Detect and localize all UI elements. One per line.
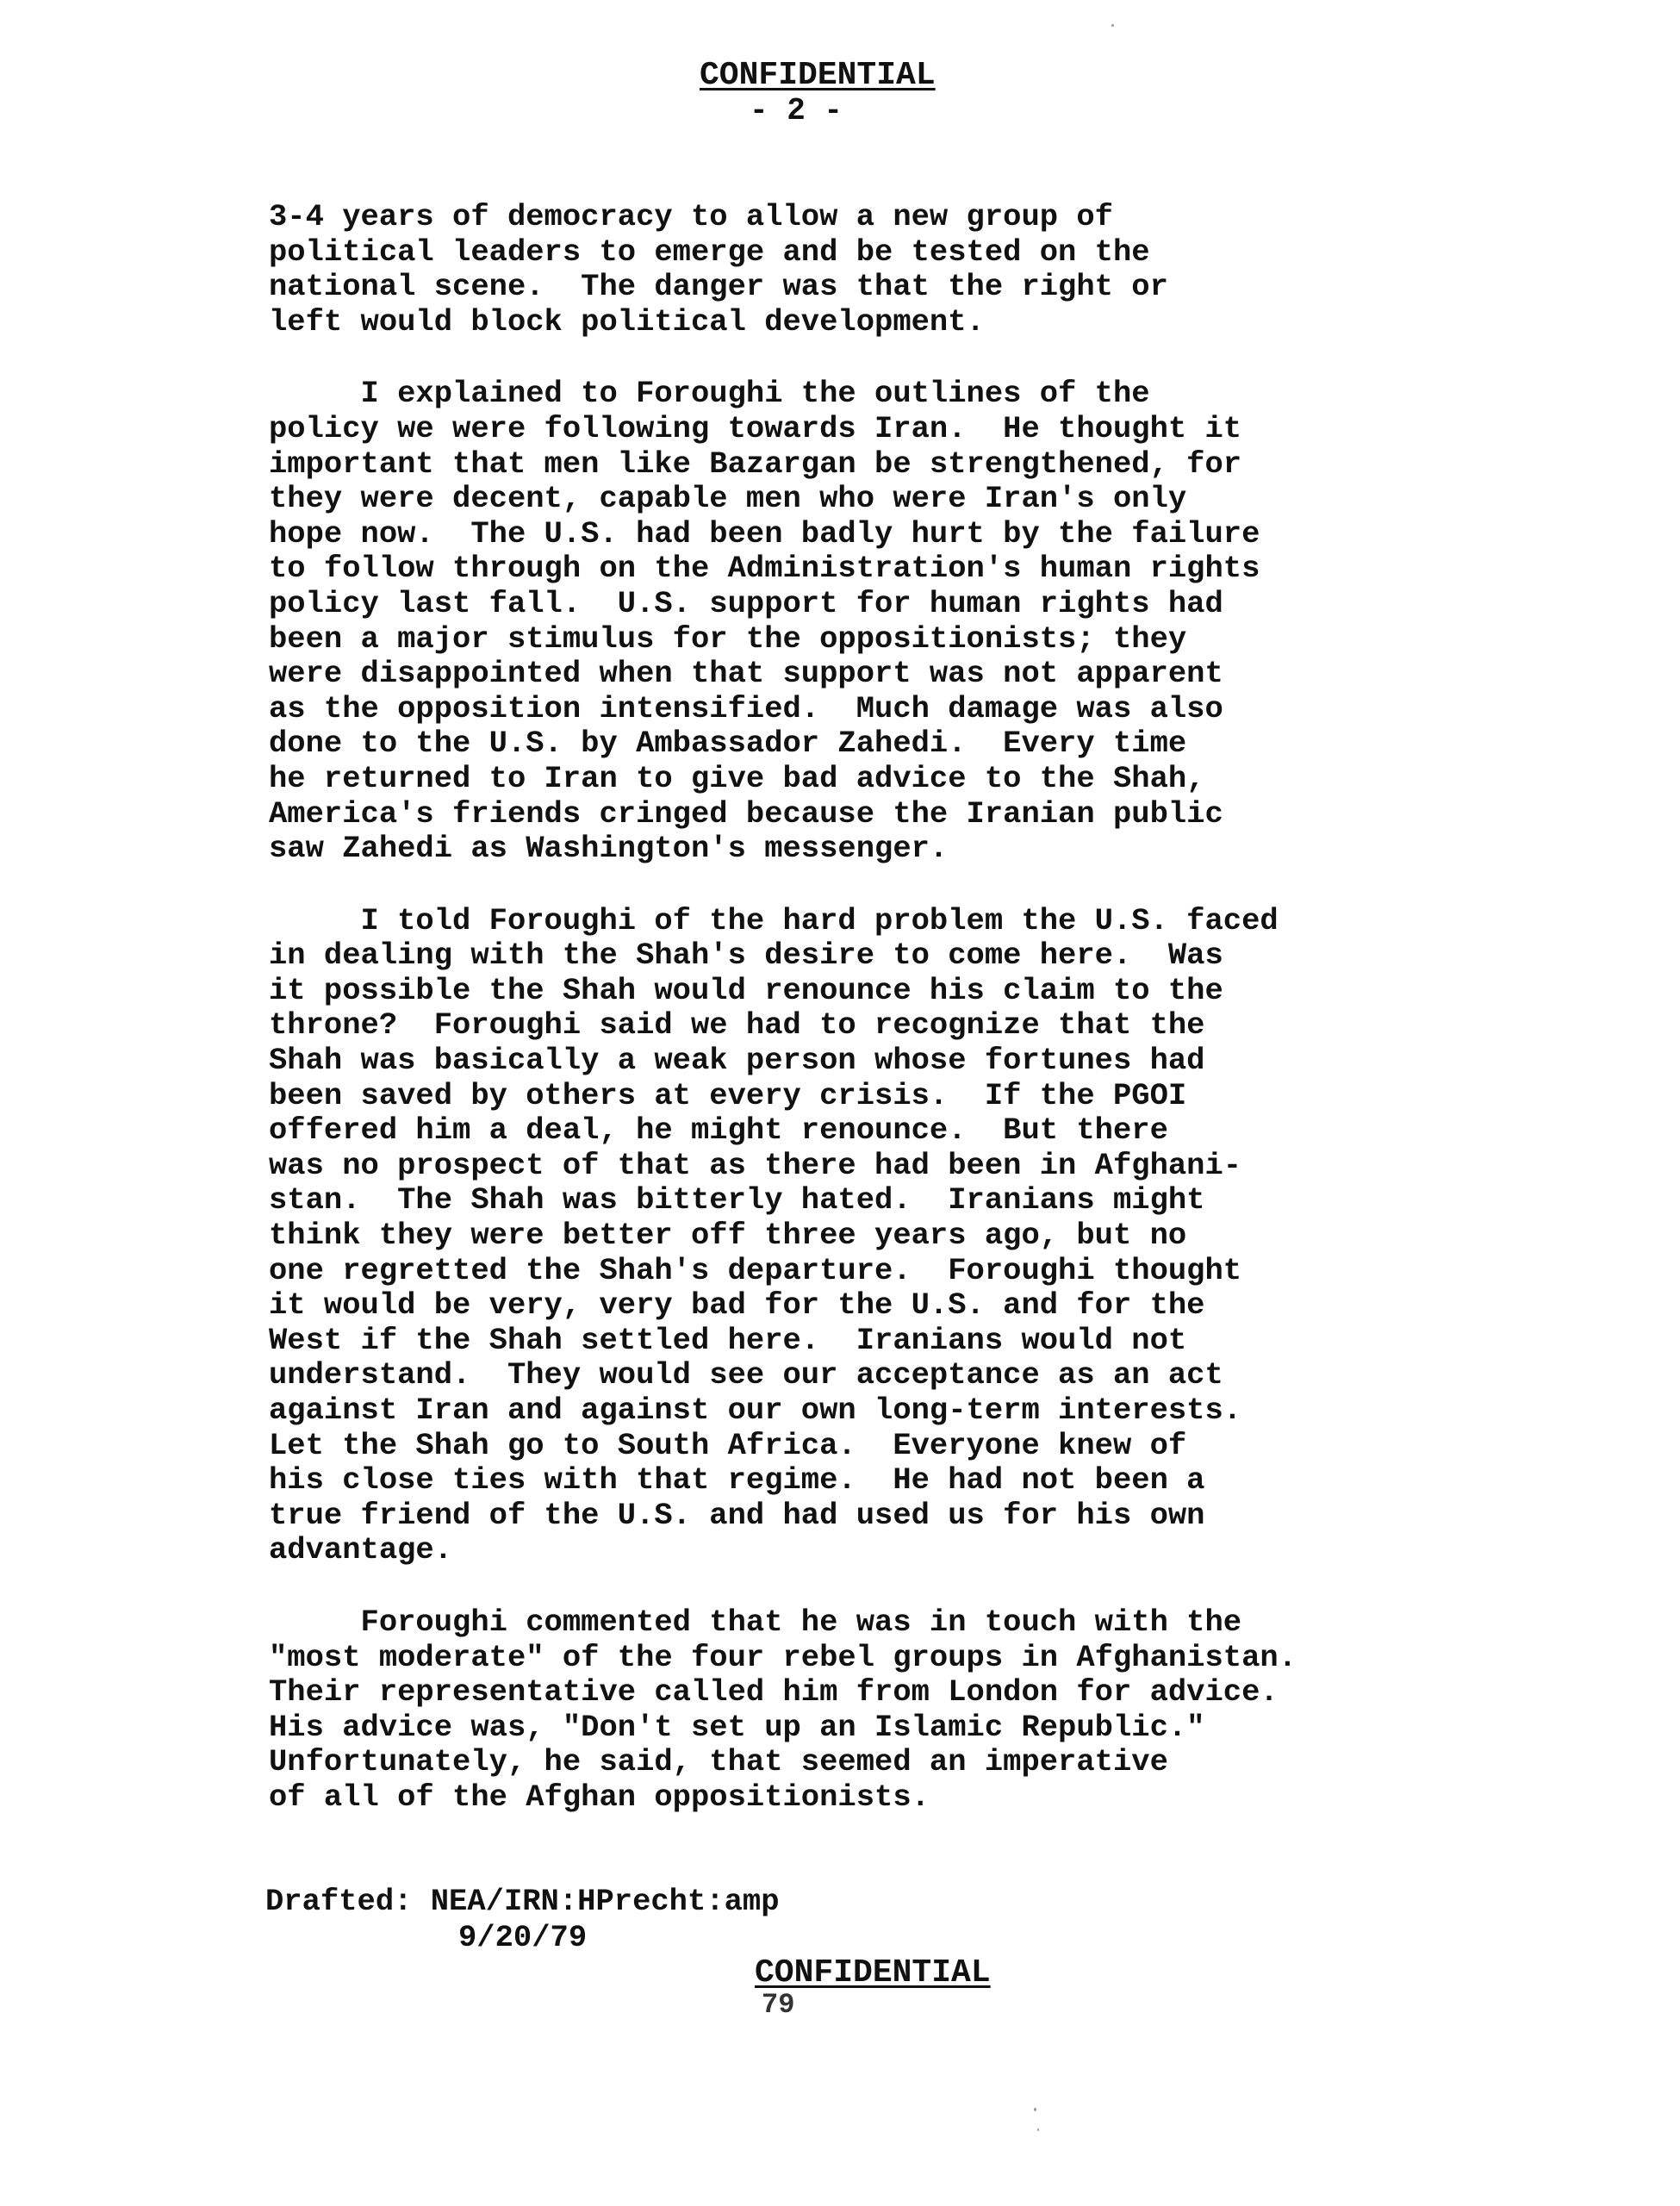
text-line: they were decent, capable men who were Iran's only	[269, 481, 1187, 517]
text-line: in dealing with the Shah's desire to come here. Was	[269, 938, 1223, 974]
text-line: saw Zahedi as Washington's messenger.	[269, 831, 949, 867]
document-body	[269, 200, 1509, 1853]
text-line: national scene. The danger was that the right or	[269, 269, 1168, 305]
paragraph-2	[269, 377, 1509, 866]
text-line: political leaders to emerge and be tested on the	[269, 234, 1150, 270]
paragraph-4	[269, 1605, 1509, 1816]
text-line: against Iran and against our own long-term interests.	[269, 1393, 1242, 1428]
paragraph-3	[269, 904, 1509, 1568]
text-line: stan. The Shah was bitterly hated. Iranians might	[269, 1182, 1205, 1218]
page-number: - 2 -	[750, 93, 843, 128]
text-line: America's friends cringed because the Iranian public	[269, 795, 1223, 832]
text-line: Unfortunately, he said, that seemed an imperative	[269, 1744, 1168, 1780]
text-line: done to the U.S. by Ambassador Zahedi. Every time	[269, 726, 1187, 762]
text-line: his close ties with that regime. He had not been a	[269, 1462, 1205, 1499]
text-line: been a major stimulus for the oppositionists; they	[269, 620, 1187, 657]
text-line: he returned to Iran to give bad advice to the Shah,	[269, 760, 1205, 796]
text-line: I explained to Foroughi the outlines of the	[269, 376, 1150, 412]
text-line: it would be very, very bad for the U.S. and for the	[269, 1287, 1205, 1324]
text-line: advantage.	[269, 1532, 453, 1568]
text-line: hope now. The U.S. had been badly hurt by the failure	[269, 515, 1260, 552]
stamp-number: 79	[762, 1989, 795, 2021]
text-line: offered him a deal, he might renounce. But there	[269, 1112, 1168, 1149]
text-line: important that men like Bazargan be strengthened, for	[269, 446, 1242, 482]
text-line: Their representative called him from London for advice.	[269, 1674, 1279, 1711]
text-line: it possible the Shah would renounce his claim to the	[269, 972, 1223, 1008]
text-line: of all of the Afghan oppositionists.	[269, 1779, 930, 1815]
scan-speck	[1111, 24, 1114, 27]
text-line: understand. They would see our acceptance as an act	[269, 1357, 1223, 1393]
text-line: one regretted the Shah's departure. Foroughi thought	[269, 1252, 1242, 1288]
header-classification: CONFIDENTIAL	[700, 57, 936, 94]
text-line: "most moderate" of the four rebel groups in Afghanistan.	[269, 1639, 1297, 1675]
footer-classification: CONFIDENTIAL	[755, 1954, 991, 1991]
text-line: been saved by others at every crisis. If the PGOI	[269, 1077, 1187, 1113]
drafted-date: 9/20/79	[458, 1920, 588, 1955]
text-line: were disappointed when that support was not apparent	[269, 656, 1223, 692]
text-line: was no prospect of that as there had been in Afghani-	[269, 1147, 1242, 1183]
text-line: Let the Shah go to South Africa. Everyone knew of	[269, 1427, 1187, 1463]
text-line: to follow through on the Administration's human rights	[269, 551, 1260, 587]
text-line: think they were better off three years ago, but no	[269, 1218, 1187, 1254]
text-line: I told Foroughi of the hard problem the U.S. faced	[269, 902, 1279, 938]
text-line: throne? Foroughi said we had to recognize that the	[269, 1007, 1205, 1044]
text-line: left would block political development.	[269, 303, 985, 340]
text-line: Shah was basically a weak person whose fortunes had	[269, 1043, 1205, 1079]
drafted-line: Drafted: NEA/IRN:HPrecht:amp	[265, 1884, 780, 1919]
text-line: as the opposition intensified. Much damage was also	[269, 690, 1223, 726]
scan-speck	[1037, 2128, 1039, 2131]
text-line: 3-4 years of democracy to allow a new group of	[269, 199, 1113, 234]
text-line: His advice was, "Don't set up an Islamic Republic."	[269, 1709, 1205, 1745]
paragraph-1	[269, 200, 1509, 340]
text-line: West if the Shah settled here. Iranians would not	[269, 1322, 1187, 1358]
scan-speck	[1034, 2108, 1036, 2111]
text-line: true friend of the U.S. and had used us for his own	[269, 1497, 1205, 1533]
text-line: policy last fall. U.S. support for human rights had	[269, 585, 1223, 621]
text-line: Foroughi commented that he was in touch with the	[269, 1604, 1242, 1640]
text-line: policy we were following towards Iran. He thought it	[269, 410, 1242, 446]
